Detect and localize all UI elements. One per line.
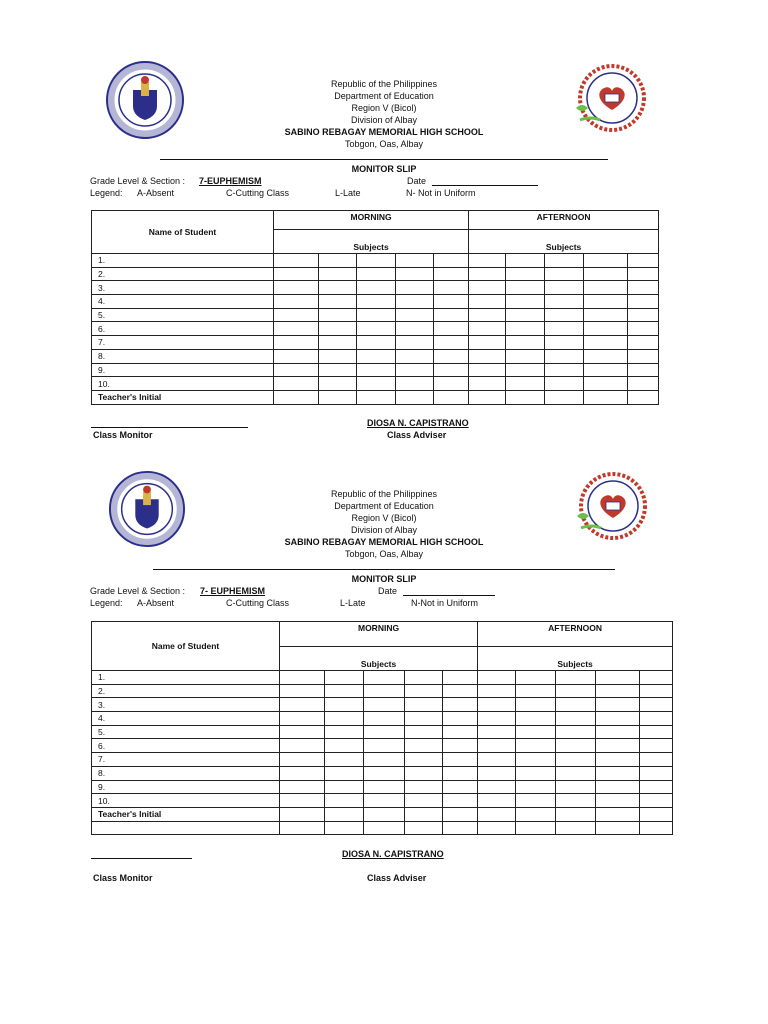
- legend-absent: A-Absent: [137, 598, 175, 608]
- cell[interactable]: [556, 766, 596, 780]
- cell[interactable]: [640, 753, 673, 767]
- cell[interactable]: [325, 794, 364, 808]
- cell[interactable]: [640, 725, 673, 739]
- cell[interactable]: [556, 821, 596, 835]
- cell[interactable]: [478, 794, 516, 808]
- cell[interactable]: [280, 725, 325, 739]
- class-adviser-label: Class Adviser: [387, 430, 447, 440]
- table-row: [92, 780, 673, 794]
- header-line1: Republic of the Philippines: [330, 79, 438, 89]
- cell[interactable]: [596, 684, 640, 698]
- cell[interactable]: [280, 684, 325, 698]
- cell[interactable]: [325, 698, 364, 712]
- cell[interactable]: [596, 712, 640, 726]
- cell[interactable]: [364, 739, 405, 753]
- cell[interactable]: [556, 725, 596, 739]
- cell[interactable]: [443, 753, 478, 767]
- legend-late: L-Late: [340, 598, 366, 608]
- cell[interactable]: [640, 807, 673, 821]
- cell[interactable]: [443, 780, 478, 794]
- header-line4: Division of Albay: [350, 525, 418, 535]
- row-label: 5.: [92, 308, 274, 322]
- row-label: 5.: [92, 725, 280, 739]
- table-row: [92, 712, 673, 726]
- cell[interactable]: [325, 780, 364, 794]
- cell[interactable]: [596, 766, 640, 780]
- row-label: 9.: [92, 780, 280, 794]
- cell[interactable]: [596, 821, 640, 835]
- cell[interactable]: [516, 780, 556, 794]
- cell[interactable]: [405, 780, 443, 794]
- cell[interactable]: [405, 698, 443, 712]
- table-row: [92, 725, 673, 739]
- cell[interactable]: [325, 671, 364, 685]
- cell[interactable]: [478, 807, 516, 821]
- cell[interactable]: [443, 794, 478, 808]
- row-label: 10.: [92, 794, 280, 808]
- cell[interactable]: [640, 698, 673, 712]
- cell[interactable]: [405, 712, 443, 726]
- cell[interactable]: [556, 684, 596, 698]
- cell[interactable]: [640, 794, 673, 808]
- row-label: 6.: [92, 739, 280, 753]
- grade-level-value: 7-EUPHEMISM: [199, 176, 262, 186]
- row-label: 2.: [92, 267, 274, 281]
- row-label: 10.: [92, 377, 274, 391]
- cell[interactable]: [640, 684, 673, 698]
- morning-subjects-header: Subjects: [274, 230, 469, 254]
- slip-title: MONITOR SLIP: [351, 164, 417, 174]
- table-row: [92, 739, 673, 753]
- table-row: [92, 753, 673, 767]
- cell[interactable]: [516, 794, 556, 808]
- row-label: 1.: [92, 254, 274, 268]
- cell[interactable]: [280, 794, 325, 808]
- row-label: 4.: [92, 712, 280, 726]
- date-label: Date: [378, 586, 398, 596]
- slip-title: MONITOR SLIP: [351, 574, 417, 584]
- class-adviser-label: Class Adviser: [367, 873, 427, 883]
- cell[interactable]: [325, 753, 364, 767]
- row-label: 6.: [92, 322, 274, 336]
- date-field[interactable]: [403, 595, 495, 596]
- cell[interactable]: [556, 739, 596, 753]
- cell[interactable]: [405, 794, 443, 808]
- header-line3: Region V (Bicol): [351, 103, 417, 113]
- header-line2: Department of Education: [334, 501, 434, 511]
- name-of-student-header: Name of Student: [92, 622, 280, 671]
- cell[interactable]: [556, 671, 596, 685]
- class-adviser-name: DIOSA N. CAPISTRANO: [342, 849, 444, 859]
- cell[interactable]: [405, 725, 443, 739]
- cell[interactable]: [596, 698, 640, 712]
- cell[interactable]: [640, 671, 673, 685]
- cell[interactable]: [640, 712, 673, 726]
- row-label: 8.: [92, 766, 280, 780]
- row-label: [92, 821, 280, 835]
- cell[interactable]: [596, 739, 640, 753]
- legend-uniform: N-Not in Uniform: [411, 598, 479, 608]
- row-label: 4.: [92, 295, 274, 309]
- legend-late: L-Late: [335, 188, 361, 198]
- table-row: [92, 821, 673, 835]
- cell[interactable]: [596, 671, 640, 685]
- cell[interactable]: [516, 712, 556, 726]
- cell[interactable]: [478, 725, 516, 739]
- cell[interactable]: [556, 794, 596, 808]
- cell[interactable]: [640, 821, 673, 835]
- header-line2: Department of Education: [334, 91, 434, 101]
- row-label: 3.: [92, 281, 274, 295]
- cell[interactable]: [364, 821, 405, 835]
- grade-level-label: Grade Level & Section :: [90, 176, 186, 186]
- cell[interactable]: [596, 725, 640, 739]
- cell[interactable]: [280, 780, 325, 794]
- cell[interactable]: [516, 684, 556, 698]
- cell[interactable]: [516, 807, 556, 821]
- table-row: [92, 671, 673, 685]
- cell[interactable]: [516, 739, 556, 753]
- cell[interactable]: [443, 807, 478, 821]
- row-label: Teacher's Initial: [92, 390, 274, 404]
- cell[interactable]: [556, 807, 596, 821]
- cell[interactable]: [405, 807, 443, 821]
- cell[interactable]: [280, 739, 325, 753]
- cell[interactable]: [364, 712, 405, 726]
- cell[interactable]: [405, 684, 443, 698]
- cell[interactable]: [516, 725, 556, 739]
- legend-cutting: C-Cutting Class: [226, 598, 290, 608]
- cell[interactable]: [596, 794, 640, 808]
- name-of-student-header: Name of Student: [92, 211, 274, 254]
- cell[interactable]: [640, 780, 673, 794]
- row-label: 2.: [92, 684, 280, 698]
- cell[interactable]: [478, 684, 516, 698]
- morning-header: MORNING: [274, 211, 469, 230]
- table-row: [92, 807, 673, 821]
- cell[interactable]: [478, 766, 516, 780]
- cell[interactable]: [478, 753, 516, 767]
- cell[interactable]: [364, 753, 405, 767]
- cell[interactable]: [596, 753, 640, 767]
- cell[interactable]: [325, 712, 364, 726]
- row-label: 3.: [92, 698, 280, 712]
- cell[interactable]: [596, 780, 640, 794]
- cell[interactable]: [556, 753, 596, 767]
- cell[interactable]: [478, 698, 516, 712]
- cell[interactable]: [280, 698, 325, 712]
- cell[interactable]: [280, 766, 325, 780]
- cell[interactable]: [280, 671, 325, 685]
- cell[interactable]: [478, 739, 516, 753]
- cell[interactable]: [280, 807, 325, 821]
- attendance-table: [91, 621, 673, 835]
- class-monitor-label: Class Monitor: [93, 873, 153, 883]
- cell[interactable]: [443, 725, 478, 739]
- date-label: Date: [407, 176, 427, 186]
- school-address: Tobgon, Oas, Albay: [344, 549, 424, 559]
- cell[interactable]: [280, 712, 325, 726]
- header-divider: [153, 569, 615, 570]
- cell[interactable]: [405, 739, 443, 753]
- cell[interactable]: [325, 766, 364, 780]
- school-name: SABINO REBAGAY MEMORIAL HIGH SCHOOL: [284, 127, 484, 137]
- cell[interactable]: [364, 671, 405, 685]
- cell[interactable]: [478, 821, 516, 835]
- cell[interactable]: [516, 671, 556, 685]
- afternoon-header: AFTERNOON: [469, 211, 659, 230]
- legend-uniform: N- Not in Uniform: [406, 188, 476, 198]
- cell[interactable]: [364, 766, 405, 780]
- row-label: 1.: [92, 671, 280, 685]
- cell[interactable]: [556, 780, 596, 794]
- cell[interactable]: [364, 698, 405, 712]
- cell[interactable]: [443, 698, 478, 712]
- afternoon-subjects-header: Subjects: [469, 230, 659, 254]
- cell[interactable]: [405, 821, 443, 835]
- row-label: Teacher's Initial: [92, 807, 280, 821]
- cell[interactable]: [443, 821, 478, 835]
- legend-label: Legend:: [90, 188, 123, 198]
- school-name: SABINO REBAGAY MEMORIAL HIGH SCHOOL: [284, 537, 484, 547]
- cell[interactable]: [516, 766, 556, 780]
- cell[interactable]: [516, 821, 556, 835]
- cell[interactable]: [364, 780, 405, 794]
- cell[interactable]: [443, 671, 478, 685]
- table-row: [92, 766, 673, 780]
- cell[interactable]: [325, 725, 364, 739]
- cell[interactable]: [556, 698, 596, 712]
- cell[interactable]: [405, 766, 443, 780]
- row-label: 9.: [92, 363, 274, 377]
- row-label: 8.: [92, 349, 274, 363]
- header-line1: Republic of the Philippines: [330, 489, 438, 499]
- table-row: [92, 698, 673, 712]
- cell[interactable]: [364, 807, 405, 821]
- legend-absent: A-Absent: [137, 188, 175, 198]
- cell[interactable]: [443, 684, 478, 698]
- school-address: Tobgon, Oas, Albay: [344, 139, 424, 149]
- cell[interactable]: [556, 712, 596, 726]
- table-row: [92, 794, 673, 808]
- cell[interactable]: [364, 794, 405, 808]
- grade-level-label: Grade Level & Section :: [90, 586, 186, 596]
- class-monitor-label: Class Monitor: [93, 430, 153, 440]
- cell[interactable]: [405, 671, 443, 685]
- cell[interactable]: [443, 712, 478, 726]
- afternoon-subjects-header: Subjects: [478, 647, 673, 671]
- grade-level-value: 7- EUPHEMISM: [200, 586, 266, 596]
- cell[interactable]: [325, 684, 364, 698]
- cell[interactable]: [280, 753, 325, 767]
- cell[interactable]: [325, 807, 364, 821]
- cell[interactable]: [364, 725, 405, 739]
- morning-header: MORNING: [280, 622, 478, 647]
- cell[interactable]: [405, 753, 443, 767]
- row-label: 7.: [92, 336, 274, 350]
- legend-label: Legend:: [90, 598, 123, 608]
- afternoon-header: AFTERNOON: [478, 622, 673, 647]
- cell[interactable]: [596, 807, 640, 821]
- cell[interactable]: [478, 671, 516, 685]
- cell[interactable]: [640, 739, 673, 753]
- morning-subjects-header: Subjects: [280, 647, 478, 671]
- cell[interactable]: [516, 753, 556, 767]
- cell[interactable]: [325, 821, 364, 835]
- legend-cutting: C-Cutting Class: [226, 188, 290, 198]
- header-line3: Region V (Bicol): [351, 513, 417, 523]
- class-monitor-signature-line[interactable]: [91, 858, 192, 859]
- cell[interactable]: [280, 821, 325, 835]
- table-row: [92, 684, 673, 698]
- cell[interactable]: [478, 780, 516, 794]
- cell[interactable]: [443, 766, 478, 780]
- cell[interactable]: [640, 766, 673, 780]
- cell[interactable]: [364, 684, 405, 698]
- cell[interactable]: [516, 698, 556, 712]
- row-label: 7.: [92, 753, 280, 767]
- cell[interactable]: [443, 739, 478, 753]
- cell[interactable]: [325, 739, 364, 753]
- cell[interactable]: [478, 712, 516, 726]
- header-line4: Division of Albay: [350, 115, 418, 125]
- class-adviser-name: DIOSA N. CAPISTRANO: [367, 418, 469, 428]
